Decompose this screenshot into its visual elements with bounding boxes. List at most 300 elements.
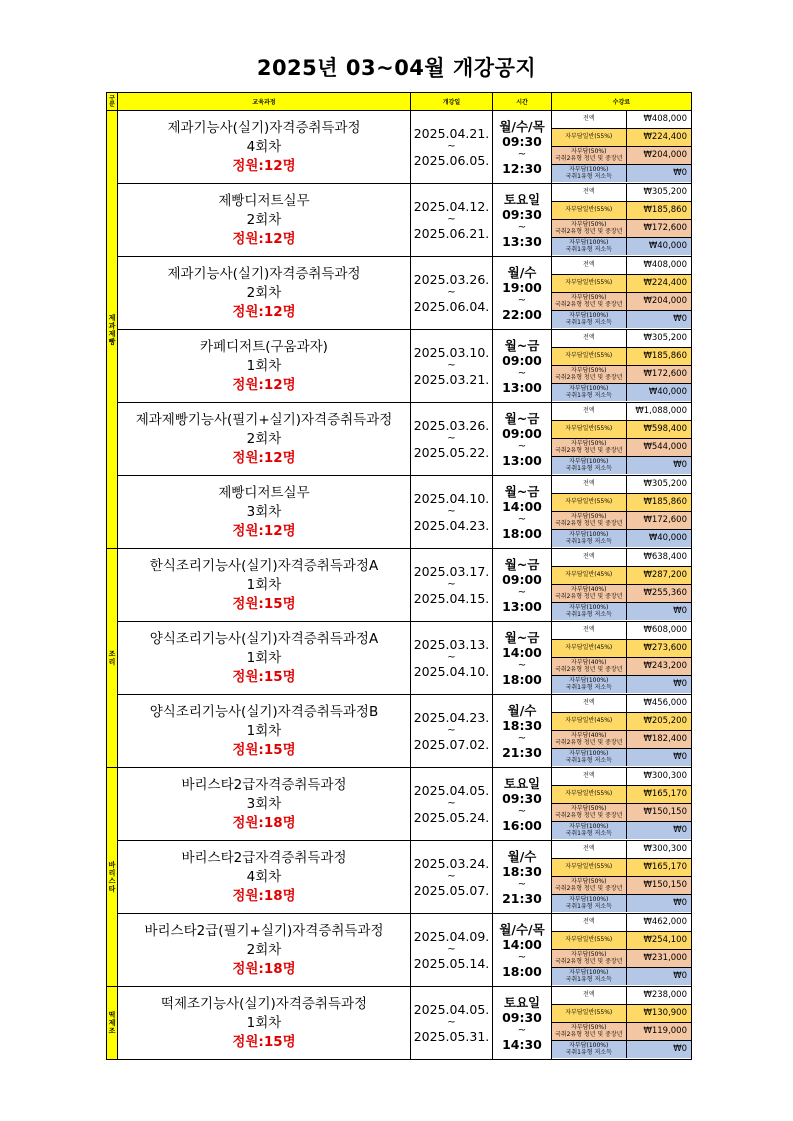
time-tilde: ~ (517, 148, 527, 160)
course-capacity: 정원:12명 (232, 230, 296, 247)
fee-label (552, 804, 626, 822)
fee-amount: ₩300,300 (626, 768, 691, 786)
course-name: 양식조리기능사(실기)자격증취득과정A (149, 630, 379, 647)
fee-amount: ₩224,400 (626, 129, 691, 147)
fee-row (552, 184, 691, 202)
category-ricecake: 떡제조 (107, 987, 118, 1060)
fee-label (552, 585, 626, 603)
class-days: 월/수/목 (499, 921, 545, 937)
course-name: 제빵디저트실무 (218, 192, 310, 209)
course-name: 바리스타2급자격증취득과정 (181, 776, 347, 793)
fee-row (552, 987, 691, 1005)
fee-label (552, 1005, 626, 1023)
fee-row (552, 640, 691, 658)
fee-label-line: 국취1유형 저소득 (565, 391, 612, 399)
fee-amount: ₩544,000 (626, 439, 691, 457)
course-cell (118, 184, 411, 257)
fee-row (552, 439, 691, 457)
time-cell (493, 549, 552, 622)
fee-row (552, 403, 691, 421)
fee-amount: ₩0 (626, 822, 691, 840)
course-round: 1회차 (246, 576, 282, 593)
fee-label-line: 자부담일반(55%) (565, 133, 613, 141)
fee-row (552, 311, 691, 329)
time-tilde: ~ (517, 805, 527, 817)
fee-row (552, 1023, 691, 1041)
fee-amount: ₩408,000 (626, 111, 691, 129)
fee-row (552, 129, 691, 147)
fee-table (552, 257, 691, 328)
course-round: 2회차 (246, 430, 282, 447)
fee-label-line: 자부담(100%) (569, 239, 609, 246)
fee-label (552, 822, 626, 840)
fee-label (552, 859, 626, 877)
course-round: 3회차 (246, 503, 282, 520)
fee-row (552, 603, 691, 621)
fee-table (552, 184, 691, 255)
fee-row (552, 293, 691, 311)
course-capacity: 정원:12명 (232, 376, 296, 393)
end-date: 2025.05.31. (413, 1029, 490, 1044)
fee-label (552, 275, 626, 293)
fee-row (552, 567, 691, 585)
class-days: 월~금 (504, 629, 540, 645)
fee-row (552, 695, 691, 713)
time-cell (493, 111, 552, 184)
end-date: 2025.05.24. (413, 810, 490, 825)
fee-label (552, 293, 626, 311)
fee-label (552, 439, 626, 457)
fee-amount: ₩0 (626, 1041, 691, 1059)
header-time: 시간 (493, 93, 552, 111)
fee-label-line: 국취2유형 청년 및 중장년 (555, 300, 623, 308)
time-start: 09:30 (502, 133, 542, 149)
course-capacity: 정원:12명 (232, 303, 296, 320)
fee-label-line: 자부담일반(45%) (565, 571, 613, 579)
fee-row (552, 202, 691, 220)
fee-label-line: 자부담일반(55%) (565, 498, 613, 506)
start-date: 2025.04.09. (413, 929, 490, 944)
fee-label (552, 713, 626, 731)
time-start: 14:00 (502, 644, 542, 660)
course-round: 1회차 (246, 649, 282, 666)
fee-row (552, 1041, 691, 1059)
fee-label-line: 자부담(40%) (571, 586, 607, 593)
fee-label-line: 자부담(100%) (569, 458, 609, 465)
period-tilde: ~ (447, 360, 456, 371)
course-round: 4회차 (246, 138, 282, 155)
fee-amount: ₩0 (626, 311, 691, 329)
time-tilde: ~ (517, 221, 527, 233)
period-cell (411, 330, 493, 403)
course-name: 한식조리기능사(실기)자격증취득과정A (149, 557, 379, 574)
end-date: 2025.06.05. (413, 153, 490, 168)
start-date: 2025.04.12. (413, 199, 490, 214)
fee-label-line: 자부담(40%) (571, 659, 607, 666)
fee-label (552, 476, 626, 494)
fee-label-line: 자부담(50%) (571, 951, 607, 958)
fee-label-line: 국취1유형 저소득 (565, 683, 612, 691)
fee-row (552, 822, 691, 840)
period-cell (411, 111, 493, 184)
time-cell (493, 184, 552, 257)
course-cell (118, 768, 411, 841)
course-round: 2회차 (246, 941, 282, 958)
end-date: 2025.07.02. (413, 737, 490, 752)
fee-label (552, 987, 626, 1005)
period-tilde: ~ (447, 141, 456, 152)
course-name: 양식조리기능사(실기)자격증취득과정B (149, 703, 379, 720)
fee-label-line: 국취1유형 저소득 (565, 464, 612, 472)
fee-row (552, 804, 691, 822)
fee-amount: ₩185,860 (626, 494, 691, 512)
period-tilde: ~ (447, 287, 456, 298)
time-cell (493, 914, 552, 987)
fee-amount: ₩0 (626, 968, 691, 986)
fee-row (552, 165, 691, 183)
fee-cell (552, 476, 692, 549)
period-tilde: ~ (447, 579, 456, 590)
end-date: 2025.05.14. (413, 956, 490, 971)
fee-label-line: 국취1유형 저소득 (565, 537, 612, 545)
fee-row (552, 676, 691, 694)
fee-label (552, 311, 626, 329)
fee-label (552, 111, 626, 129)
fee-amount: ₩0 (626, 165, 691, 183)
time-tilde: ~ (517, 513, 527, 525)
fee-label-line: 자부담(50%) (571, 367, 607, 374)
fee-label-line: 전액 (582, 991, 595, 999)
course-cell (118, 841, 411, 914)
course-name: 바리스타2급(필기+실기)자격증취득과정 (144, 922, 384, 939)
table-row (107, 403, 692, 476)
fee-label (552, 877, 626, 895)
time-tilde: ~ (517, 951, 527, 963)
fee-label-line: 자부담(50%) (571, 1024, 607, 1031)
class-days: 월~금 (504, 483, 540, 499)
period-cell (411, 257, 493, 330)
fee-label-line: 전액 (582, 480, 595, 488)
time-start: 09:00 (502, 352, 542, 368)
fee-row (552, 476, 691, 494)
course-cell (118, 914, 411, 987)
fee-label-line: 자부담(100%) (569, 385, 609, 392)
fee-amount: ₩185,860 (626, 348, 691, 366)
fee-label-line: 자부담(50%) (571, 294, 607, 301)
time-end: 13:00 (502, 452, 542, 468)
course-cell (118, 111, 411, 184)
fee-cell (552, 841, 692, 914)
table-row (107, 330, 692, 403)
fee-label-line: 국취2유형 청년 및 중장년 (555, 373, 623, 381)
table-row (107, 768, 692, 841)
fee-table (552, 841, 691, 912)
fee-label-line: 전액 (582, 334, 595, 342)
course-round: 1회차 (246, 357, 282, 374)
category-cooking: 조리 (107, 549, 118, 768)
start-date: 2025.04.05. (413, 783, 490, 798)
time-start: 09:00 (502, 425, 542, 441)
fee-label-line: 국취2유형 청년 및 중장년 (555, 519, 623, 527)
fee-label (552, 914, 626, 932)
time-tilde: ~ (517, 659, 527, 671)
fee-label-line: 자부담일반(55%) (565, 279, 613, 287)
fee-amount: ₩172,600 (626, 366, 691, 384)
period-tilde: ~ (447, 944, 456, 955)
course-capacity: 정원:12명 (232, 157, 296, 174)
fee-row (552, 713, 691, 731)
fee-row (552, 731, 691, 749)
time-end: 13:00 (502, 598, 542, 614)
category-bakery: 제과제빵 (107, 111, 118, 549)
fee-label-line: 국취1유형 저소득 (565, 756, 612, 764)
fee-table (552, 987, 691, 1058)
fee-label (552, 841, 626, 859)
end-date: 2025.04.10. (413, 664, 490, 679)
fee-label-line: 국취1유형 저소득 (565, 975, 612, 983)
period-cell (411, 549, 493, 622)
fee-table (552, 914, 691, 985)
fee-label (552, 603, 626, 621)
fee-label-line: 자부담일반(45%) (565, 717, 613, 725)
class-days: 월~금 (504, 556, 540, 572)
header-course: 교육과정 (118, 93, 411, 111)
period-cell (411, 403, 493, 476)
fee-label-line: 국취1유형 저소득 (565, 829, 612, 837)
fee-label (552, 549, 626, 567)
fee-label (552, 202, 626, 220)
fee-cell (552, 622, 692, 695)
course-round: 1회차 (246, 722, 282, 739)
fee-label-line: 국취2유형 청년 및 중장년 (555, 811, 623, 819)
fee-label-line: 국취2유형 청년 및 중장년 (555, 1030, 623, 1038)
fee-amount: ₩305,200 (626, 330, 691, 348)
fee-row (552, 859, 691, 877)
fee-label-line: 자부담(100%) (569, 312, 609, 319)
fee-amount: ₩238,000 (626, 987, 691, 1005)
fee-row (552, 366, 691, 384)
fee-label-line: 국취1유형 저소득 (565, 245, 612, 253)
fee-label (552, 457, 626, 475)
fee-label-line: 자부담(100%) (569, 750, 609, 757)
table-row (107, 549, 692, 622)
course-cell (118, 549, 411, 622)
period-tilde: ~ (447, 433, 456, 444)
time-cell (493, 695, 552, 768)
category-barista: 바리스타 (107, 768, 118, 987)
fee-amount: ₩40,000 (626, 384, 691, 402)
fee-label (552, 768, 626, 786)
start-date: 2025.04.23. (413, 710, 490, 725)
time-cell (493, 257, 552, 330)
course-name: 제과기능사(실기)자격증취득과정 (167, 119, 361, 136)
class-days: 토요일 (503, 191, 541, 207)
fee-row (552, 585, 691, 603)
fee-label (552, 1023, 626, 1041)
course-capacity: 정원:12명 (232, 522, 296, 539)
fee-row (552, 147, 691, 165)
fee-label (552, 932, 626, 950)
fee-amount: ₩204,000 (626, 293, 691, 311)
fee-amount: ₩0 (626, 895, 691, 913)
course-cell (118, 257, 411, 330)
start-date: 2025.04.21. (413, 126, 490, 141)
fee-amount: ₩119,000 (626, 1023, 691, 1041)
fee-label-line: 국취2유형 청년 및 중장년 (555, 884, 623, 892)
fee-label-line: 국취1유형 저소득 (565, 318, 612, 326)
fee-row (552, 658, 691, 676)
fee-label-line: 전액 (582, 626, 595, 634)
table-row (107, 914, 692, 987)
fee-label-line: 자부담(100%) (569, 896, 609, 903)
fee-label-line: 국취2유형 청년 및 중장년 (555, 957, 623, 965)
fee-label (552, 676, 626, 694)
fee-label-line: 자부담(100%) (569, 1042, 609, 1049)
fee-row (552, 768, 691, 786)
time-tilde: ~ (517, 732, 527, 744)
fee-cell (552, 403, 692, 476)
start-date: 2025.03.13. (413, 637, 490, 652)
time-end: 13:00 (502, 379, 542, 395)
period-cell (411, 914, 493, 987)
course-round: 2회차 (246, 284, 282, 301)
fee-label (552, 1041, 626, 1059)
fee-label-line: 자부담일반(55%) (565, 936, 613, 944)
period-cell (411, 768, 493, 841)
time-start: 14:00 (502, 936, 542, 952)
time-start: 18:30 (502, 863, 542, 879)
fee-label-line: 자부담(50%) (571, 148, 607, 155)
fee-label-line: 국취2유형 청년 및 중장년 (555, 446, 623, 454)
course-capacity: 정원:15명 (232, 741, 296, 758)
start-date: 2025.03.10. (413, 345, 490, 360)
end-date: 2025.04.15. (413, 591, 490, 606)
fee-cell (552, 549, 692, 622)
fee-row (552, 914, 691, 932)
fee-amount: ₩231,000 (626, 950, 691, 968)
fee-amount: ₩273,600 (626, 640, 691, 658)
course-name: 제과기능사(실기)자격증취득과정 (167, 265, 361, 282)
fee-label-line: 전액 (582, 845, 595, 853)
fee-row (552, 512, 691, 530)
fee-row (552, 238, 691, 256)
course-name: 바리스타2급자격증취득과정 (181, 849, 347, 866)
header-row (107, 93, 692, 111)
table-row (107, 476, 692, 549)
start-date: 2025.03.26. (413, 272, 490, 287)
fee-table (552, 330, 691, 401)
fee-amount: ₩150,150 (626, 877, 691, 895)
fee-label-line: 자부담(100%) (569, 166, 609, 173)
header-category: 구분 (107, 93, 118, 111)
fee-amount: ₩0 (626, 603, 691, 621)
fee-table (552, 111, 691, 182)
fee-cell (552, 184, 692, 257)
fee-label-line: 자부담(50%) (571, 805, 607, 812)
fee-label-line: 자부담(100%) (569, 969, 609, 976)
fee-table (552, 695, 691, 766)
time-end: 18:00 (502, 525, 542, 541)
fee-label-line: 자부담일반(55%) (565, 425, 613, 433)
class-days: 월~금 (504, 410, 540, 426)
time-tilde: ~ (517, 878, 527, 890)
time-cell (493, 476, 552, 549)
time-start: 09:30 (502, 1009, 542, 1025)
fee-amount: ₩204,000 (626, 147, 691, 165)
period-cell (411, 695, 493, 768)
period-cell (411, 841, 493, 914)
end-date: 2025.05.07. (413, 883, 490, 898)
fee-row (552, 530, 691, 548)
time-tilde: ~ (517, 1024, 527, 1036)
time-start: 19:00 (502, 279, 542, 295)
fee-amount: ₩408,000 (626, 257, 691, 275)
fee-label (552, 184, 626, 202)
fee-amount: ₩40,000 (626, 530, 691, 548)
time-end: 12:30 (502, 160, 542, 176)
course-name: 제빵디저트실무 (218, 484, 310, 501)
fee-row (552, 330, 691, 348)
fee-label (552, 257, 626, 275)
time-cell (493, 330, 552, 403)
class-days: 월/수 (507, 702, 537, 718)
start-date: 2025.03.26. (413, 418, 490, 433)
fee-label-line: 국취2유형 청년 및 중장년 (555, 592, 623, 600)
fee-amount: ₩165,170 (626, 859, 691, 877)
time-cell (493, 768, 552, 841)
fee-label (552, 749, 626, 767)
header-fee: 수강료 (552, 93, 692, 111)
table-row (107, 184, 692, 257)
fee-row (552, 111, 691, 129)
end-date: 2025.05.22. (413, 445, 490, 460)
fee-amount: ₩300,300 (626, 841, 691, 859)
fee-label-line: 자부담일반(55%) (565, 790, 613, 798)
course-capacity: 정원:15명 (232, 668, 296, 685)
fee-label-line: 국취2유형 청년 및 중장년 (555, 154, 623, 162)
fee-amount: ₩130,900 (626, 1005, 691, 1023)
fee-label-line: 전액 (582, 407, 595, 415)
fee-row (552, 932, 691, 950)
fee-label (552, 968, 626, 986)
fee-table (552, 622, 691, 693)
period-tilde: ~ (447, 798, 456, 809)
fee-cell (552, 695, 692, 768)
fee-amount: ₩0 (626, 457, 691, 475)
fee-label (552, 658, 626, 676)
fee-cell (552, 257, 692, 330)
fee-label-line: 자부담일반(55%) (565, 206, 613, 214)
fee-label-line: 자부담일반(55%) (565, 1009, 613, 1017)
fee-label (552, 147, 626, 165)
fee-label-line: 국취1유형 저소득 (565, 172, 612, 180)
fee-label (552, 421, 626, 439)
fee-label-line: 자부담(100%) (569, 823, 609, 830)
fee-amount: ₩456,000 (626, 695, 691, 713)
fee-amount: ₩182,400 (626, 731, 691, 749)
course-name: 카페디저트(구움과자) (200, 338, 328, 355)
fee-row (552, 1005, 691, 1023)
fee-row (552, 622, 691, 640)
course-name: 떡제조기능사(실기)자격증취득과정 (160, 995, 368, 1012)
fee-label-line: 전액 (582, 188, 595, 196)
fee-label-line: 국취2유형 청년 및 중장년 (555, 665, 623, 673)
fee-row (552, 494, 691, 512)
end-date: 2025.06.04. (413, 299, 490, 314)
fee-label (552, 165, 626, 183)
end-date: 2025.04.23. (413, 518, 490, 533)
time-cell (493, 841, 552, 914)
